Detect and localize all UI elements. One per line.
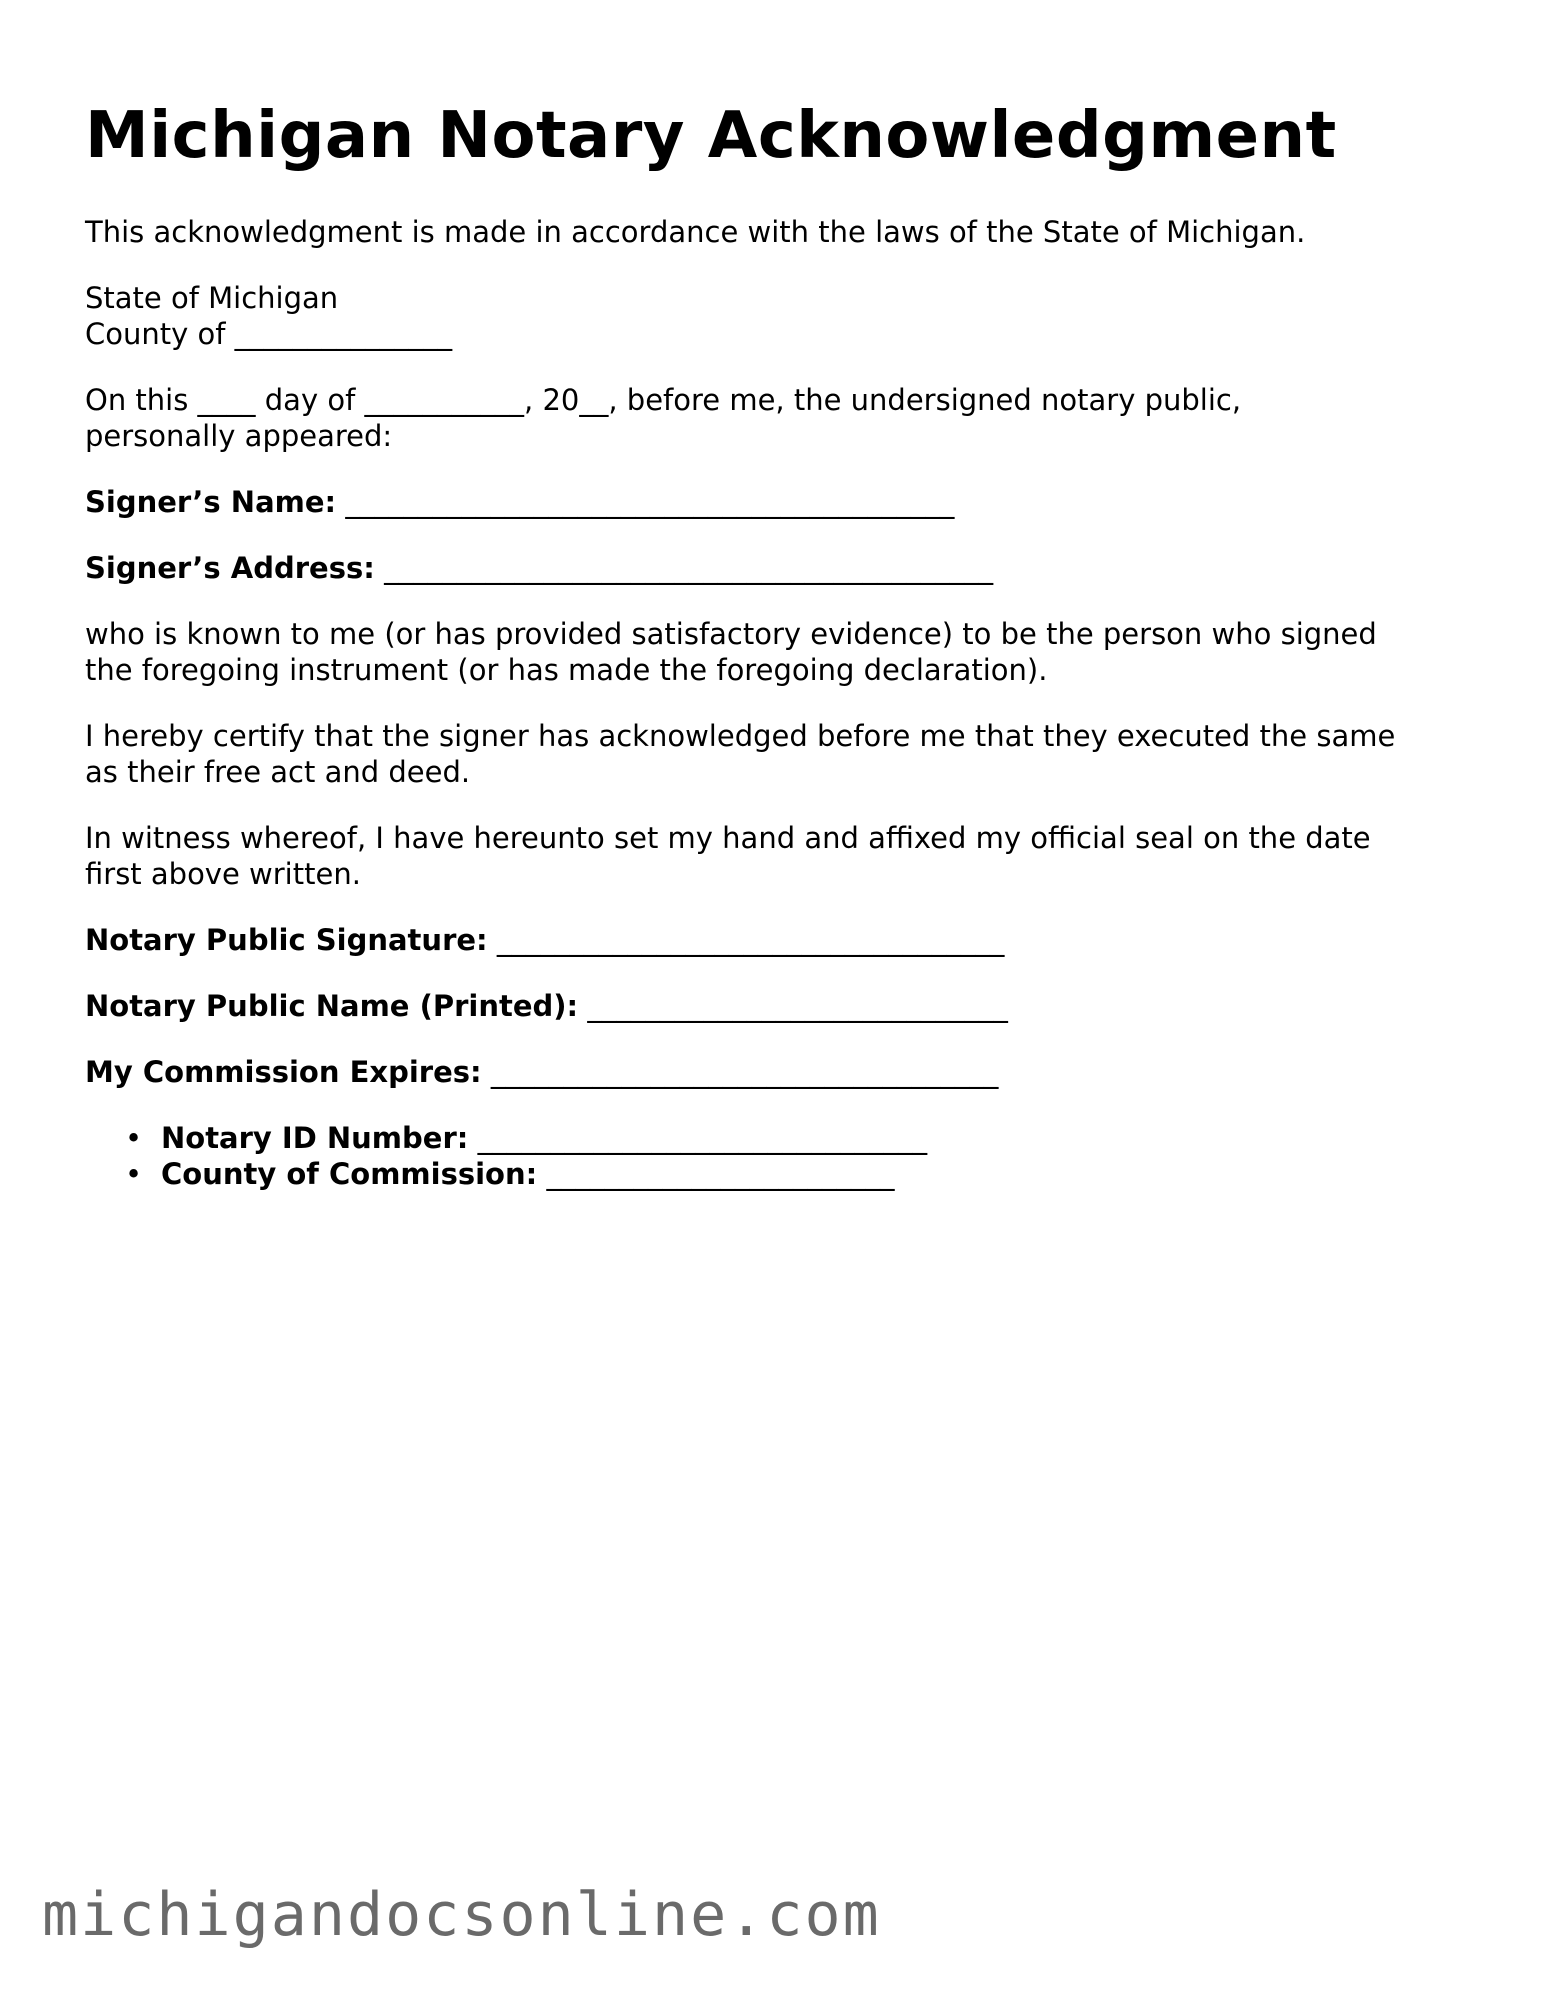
notary-id-label: Notary ID Number: <box>161 1120 469 1155</box>
commission-expires-blank[interactable]: ___________________________________ <box>490 1054 999 1089</box>
intro-paragraph: This acknowledgment is made in accordance with the laws of the State of Michigan. <box>85 214 1306 249</box>
commission-expires-label: My Commission Expires: <box>85 1054 482 1089</box>
notary-signature-label: Notary Public Signature: <box>85 922 488 957</box>
list-item-county-commission <box>125 1156 1475 1192</box>
commission-expires-field <box>85 1054 1475 1090</box>
venue-county: County of _______________ <box>85 316 453 351</box>
witness-line-2: first above written. <box>85 856 361 891</box>
signer-address-blank[interactable]: __________________________________________ <box>384 550 994 585</box>
document-title: Michigan Notary Acknowledgment <box>85 99 1337 173</box>
signer-address-field <box>85 550 1475 586</box>
witness-line-1: In witness whereof, I have hereunto set my hand and affixed my official seal on the date <box>85 820 1371 855</box>
notary-signature-field <box>85 922 1475 958</box>
bullet-icon: • <box>125 1156 143 1191</box>
known-paragraph <box>85 616 1475 688</box>
notary-details-list <box>85 1120 1475 1192</box>
signer-name-field <box>85 484 1475 520</box>
county-commission-blank[interactable]: ________________________ <box>546 1156 895 1191</box>
notary-name-field <box>85 988 1475 1024</box>
county-commission-label: County of Commission: <box>161 1156 538 1191</box>
signer-name-blank[interactable]: __________________________________________ <box>345 484 955 519</box>
notary-id-blank[interactable]: _______________________________ <box>477 1120 928 1155</box>
list-item-notary-id <box>125 1120 1475 1156</box>
signer-address-label: Signer’s Address: <box>85 550 375 585</box>
witness-paragraph <box>85 820 1475 892</box>
appearance-line-2: personally appeared: <box>85 418 393 453</box>
known-line-1: who is known to me (or has provided satisfactory evidence) to be the person who signed <box>85 616 1377 651</box>
notary-name-blank[interactable]: _____________________________ <box>587 988 1008 1023</box>
notary-signature-blank[interactable]: ___________________________________ <box>496 922 1005 957</box>
bullet-icon: • <box>125 1120 143 1155</box>
signer-name-label: Signer’s Name: <box>85 484 337 519</box>
certify-line-2: as their free act and deed. <box>85 754 471 789</box>
known-line-2: the foregoing instrument (or has made the foregoing declaration). <box>85 652 1048 687</box>
notary-name-label: Notary Public Name (Printed): <box>85 988 579 1023</box>
certify-line-1: I hereby certify that the signer has acknowledged before me that they executed the same <box>85 718 1396 753</box>
document-page <box>85 100 1475 1192</box>
watermark: michigandocsonline.com <box>42 1880 881 1950</box>
appearance-line-1: On this ____ day of ___________, 20__, before me, the undersigned notary public, <box>85 382 1242 417</box>
certify-paragraph <box>85 718 1475 790</box>
venue-state: State of Michigan <box>85 280 339 315</box>
appearance-paragraph <box>85 382 1475 454</box>
venue-block <box>85 280 1475 352</box>
